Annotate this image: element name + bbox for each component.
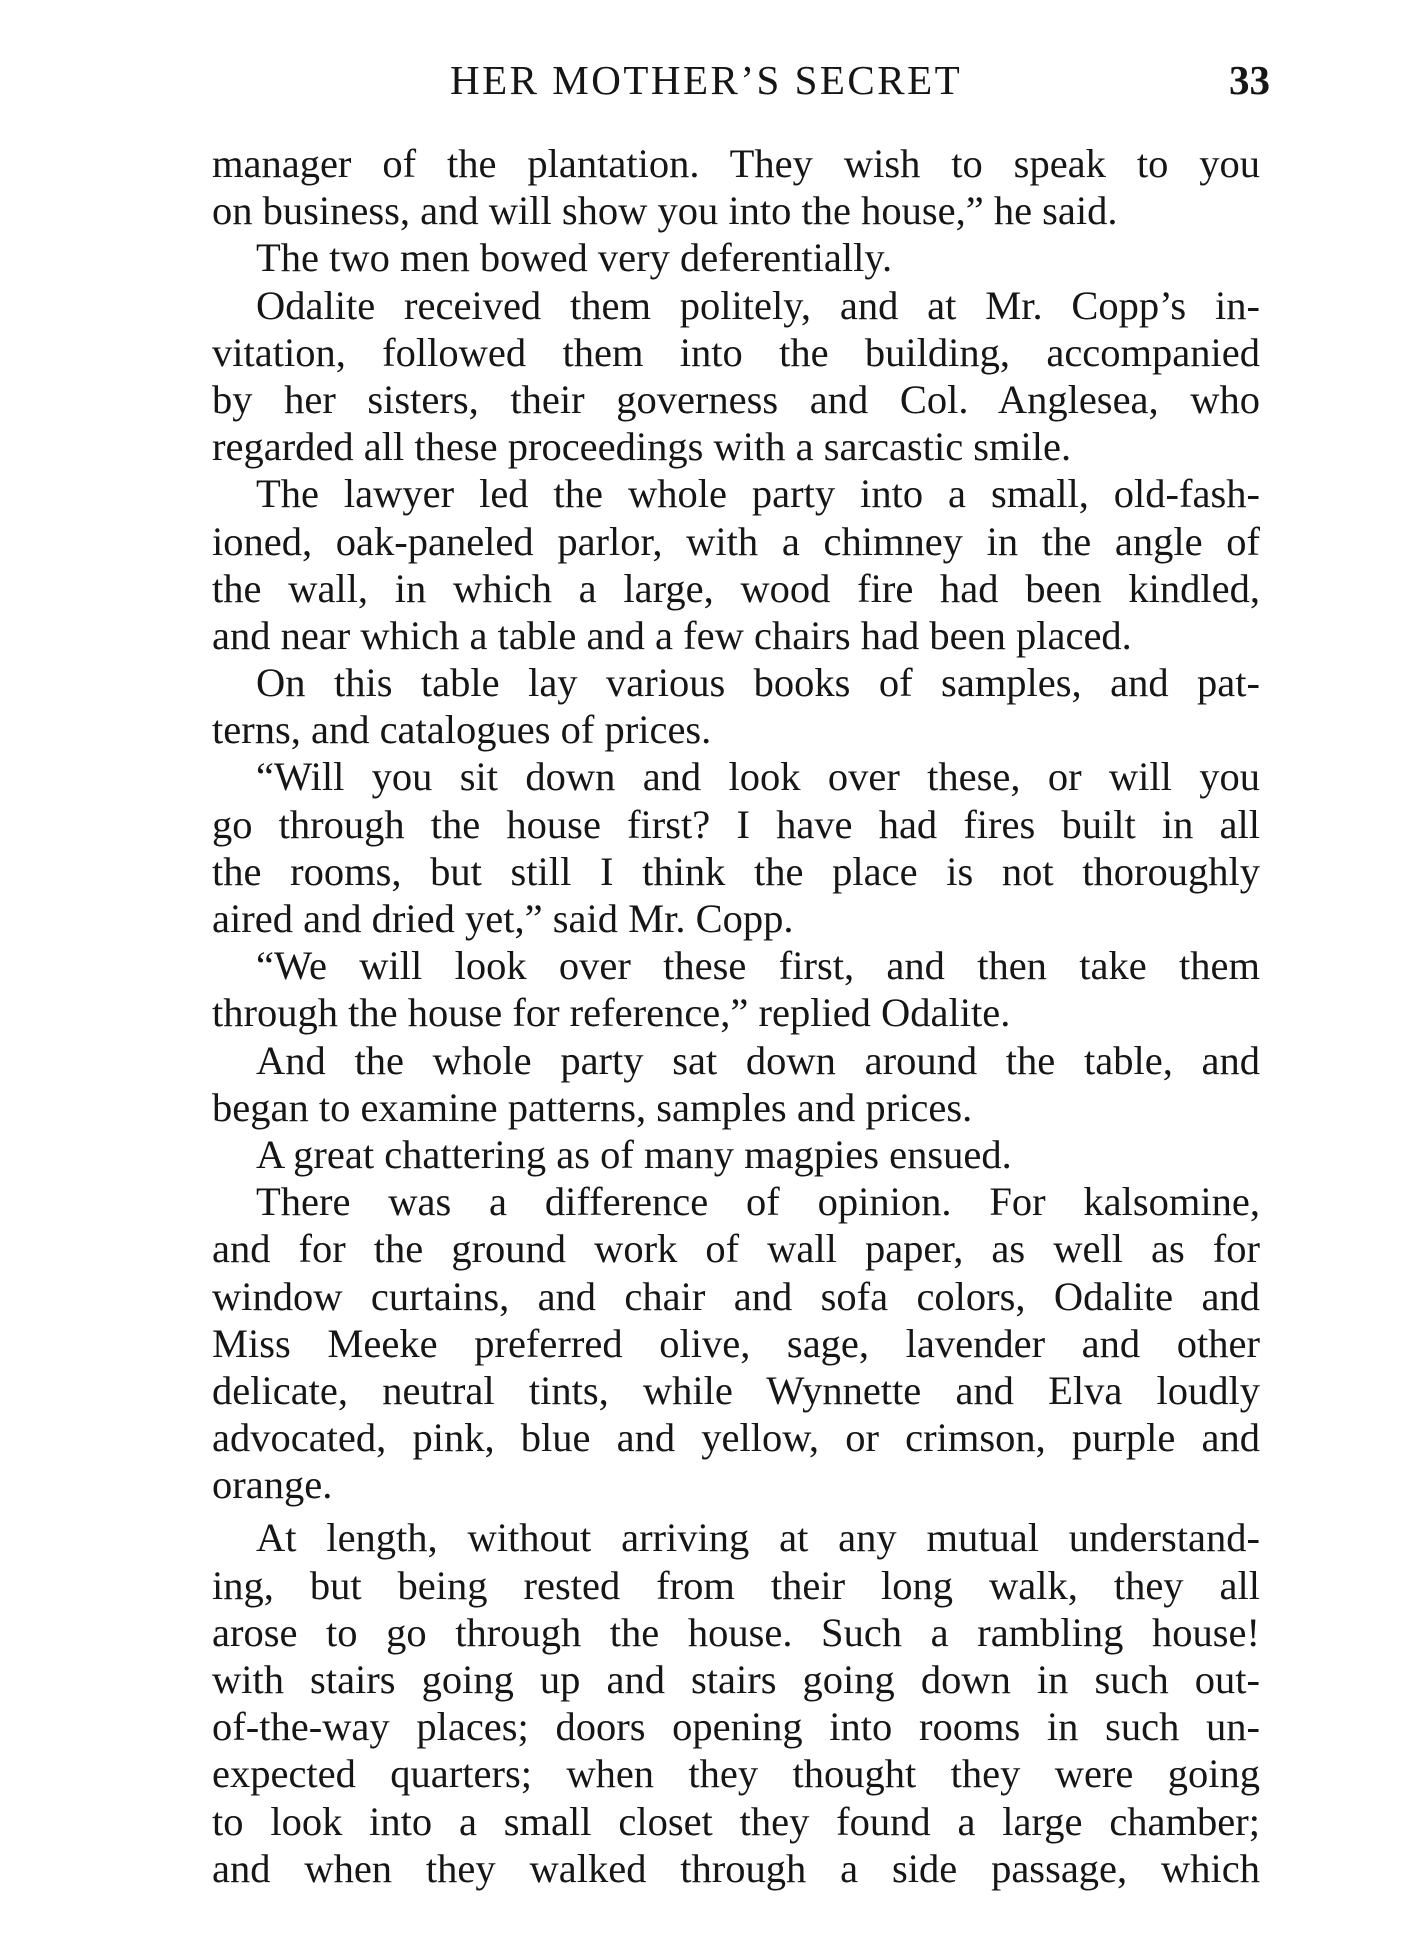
text-line: A great chattering as of many magpies ensued. <box>256 1131 1012 1177</box>
text-line: advocated, pink, blue and yellow, or crimson, purple and <box>212 1415 1260 1461</box>
text-line: window curtains, and chair and sofa colors, Odalite and <box>212 1273 1260 1319</box>
text-line: on business, and will show you into the house,” he said. <box>212 188 1118 234</box>
text-line: the wall, in which a large, wood fire had been kindled, <box>212 565 1260 611</box>
text-line: expected quarters; when they thought they were going <box>212 1751 1260 1797</box>
text-line: to look into a small closet they found a large chamber; <box>212 1798 1260 1844</box>
text-line: vitation, followed them into the building, accompanied <box>212 329 1260 375</box>
text-line: manager of the plantation. They wish to speak to you <box>212 141 1260 186</box>
text-line: the rooms, but still I think the place is not thoroughly <box>212 848 1260 894</box>
text-line: aired and dried yet,” said Mr. Copp. <box>212 896 794 941</box>
text-line: Odalite received them politely, and at Mr. Copp’s in- <box>256 282 1260 328</box>
text-line: regarded all these proceedings with a sarcastic smile. <box>212 424 1072 470</box>
text-line: orange. <box>212 1462 333 1508</box>
text-line: by her sisters, their governess and Col. Anglesea, who <box>212 376 1260 422</box>
text-line: and for the ground work of wall paper, as well as for <box>212 1226 1260 1272</box>
text-line: ing, but being rested from their long walk, they all <box>212 1562 1260 1608</box>
text-line: “Will you sit down and look over these, or will you <box>256 754 1260 800</box>
text-line: The two men bowed very deferentially. <box>256 235 893 281</box>
body-text <box>212 140 1260 1892</box>
text-line: “We will look over these first, and then take them <box>256 943 1260 989</box>
text-line: ioned, oak-paneled parlor, with a chimney in the angle of <box>212 518 1260 564</box>
running-head <box>210 56 1270 116</box>
running-title: HER MOTHER’S SECRET <box>450 57 963 103</box>
text-line: The lawyer led the whole party into a small, old-fash- <box>256 471 1260 517</box>
text-line: delicate, neutral tints, while Wynnette and Elva loudly <box>212 1367 1260 1413</box>
text-line: Miss Meeke preferred olive, sage, lavender and other <box>212 1320 1260 1366</box>
page-number: 33 <box>1229 57 1270 103</box>
text-line: On this table lay various books of samples, and pat- <box>256 660 1260 706</box>
text-line: terns, and catalogues of prices. <box>212 707 712 753</box>
text-line: and near which a table and a few chairs had been placed. <box>212 612 1132 658</box>
text-line: with stairs going up and stairs going down in such out- <box>212 1657 1260 1702</box>
text-line: go through the house first? I have had fires built in all <box>212 801 1260 847</box>
text-line: began to examine patterns, samples and prices. <box>212 1084 973 1130</box>
text-line: through the house for reference,” replied Odalite. <box>212 990 1011 1036</box>
text-line: and when they walked through a side passage, which <box>212 1845 1260 1891</box>
text-line: of-the-way places; doors opening into rooms in such un- <box>212 1704 1260 1750</box>
text-line: There was a difference of opinion. For kalsomine, <box>256 1179 1260 1225</box>
text-line: At length, without arriving at any mutual understand- <box>256 1515 1260 1561</box>
text-line: And the whole party sat down around the table, and <box>256 1037 1260 1083</box>
text-line: arose to go through the house. Such a rambling house! <box>212 1609 1260 1655</box>
